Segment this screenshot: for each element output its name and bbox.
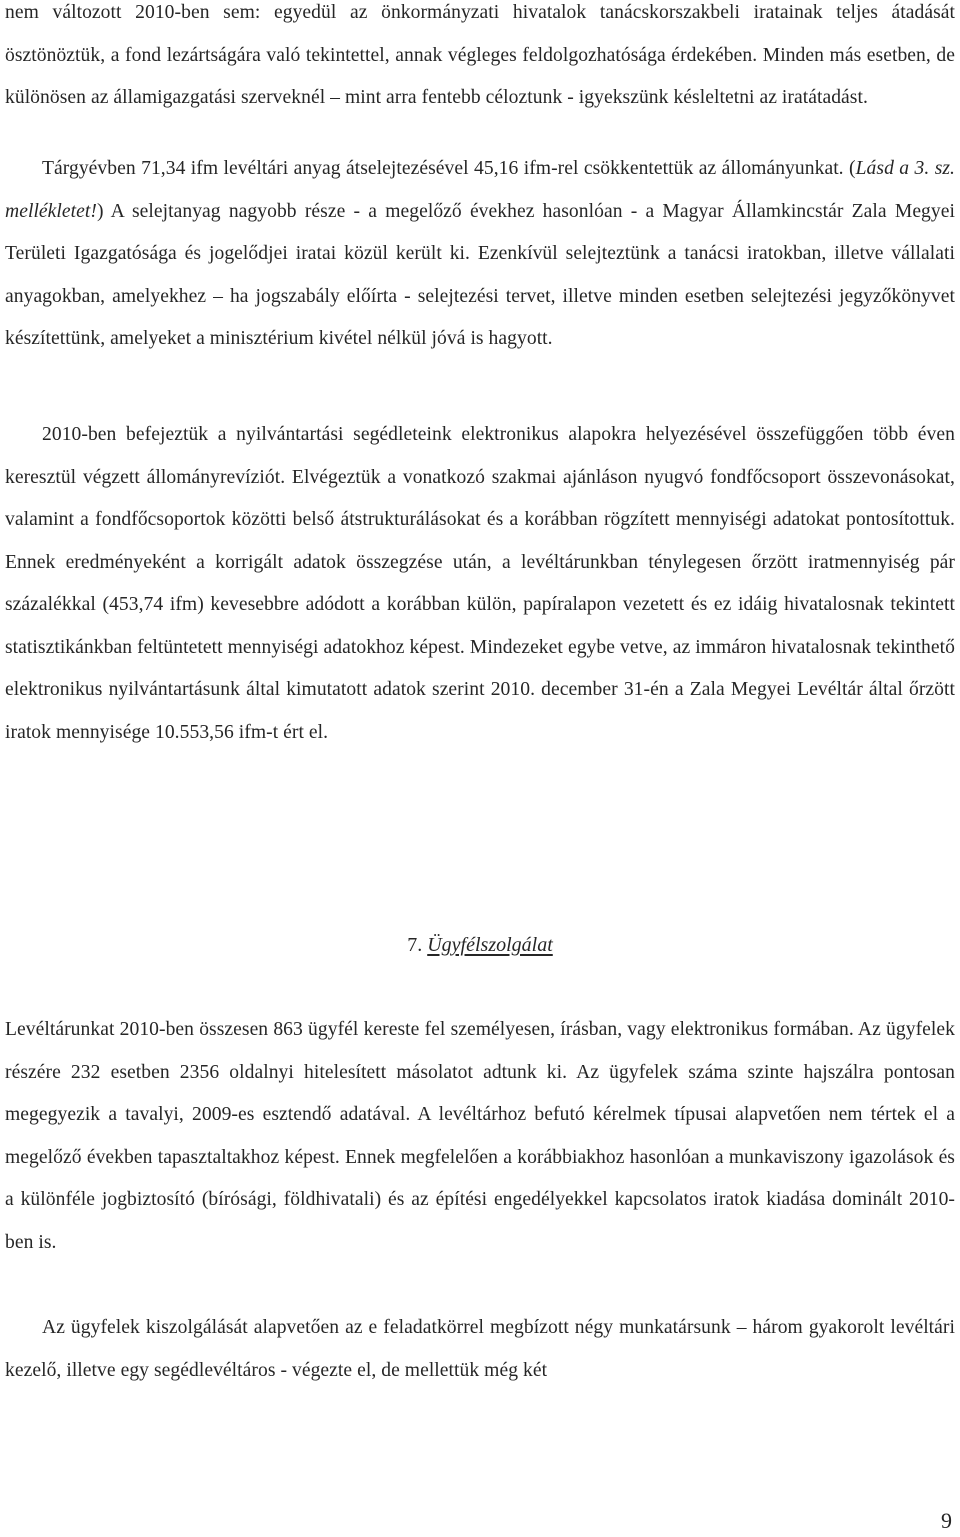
section-heading xyxy=(5,921,955,969)
section-title: Ügyfélszolgálat xyxy=(427,934,553,956)
paragraph-inventory-revision: 2010-ben befejeztük a nyilvántartási segédleteink elektronikus alapokra helyezésével összefüggően több éven keresztül végzett állományrevíziót. Elvégeztük a vonatkozó szakmai ajánláson nyugvó fondfőcsoport összevonásokat, valamint a fondfőcsoportok közötti belső átstrukturálásokat és a korábban rögzített mennyiségi adatokat pontosítottuk. Ennek eredményeként a korrigált adatok összegzése után, a levéltárunkban ténylegesen őrzött iratmennyiség pár százalékkal (453,74 ifm) kevesebbre adódott a korábban külön, papíralapon vezetett és ez idáig hivatalosnak tekintett statisztikánkban feltüntetett mennyiségi adatokhoz képest. Mindezeket egybe vetve, az immáron hivatalosnak tekinthető elektronikus nyilvántartásunk által kimutatott adatok szerint 2010. december 31-én a Zala Megyei Levéltár által őrzött iratok mennyisége 10.553,56 ifm-t ért el. xyxy=(5,424,955,743)
paragraph-client-service: Az ügyfelek kiszolgálását alapvetően az e feladatkörrel megbízott négy munkatársunk – három gyakorolt levéltári kezelő, illetve egy segédlevéltáros - végezte el, de mellettük még két xyxy=(5,1317,955,1381)
paragraph-discard xyxy=(5,148,955,361)
discard-text-start: Tárgyévben 71,34 ifm levéltári anyag átselejtezésével 45,16 ifm-rel csökkentettük az állományunkat. ( xyxy=(42,158,856,179)
discard-text-end: ) A selejtanyag nagyobb része - a megelőző évekhez hasonlóan - a Magyar Államkincstár Zala Megyei Területi Igazgatósága és jogelődjei iratai közül került ki. Ezenkívül selejteztünk a tanácsi iratokban, illetve vállalati anyagokban, amelyekhez – ha jogszabály előírta - selejtezési tervet, illetve minden esetben selejtezési jegyzőkönyvet készítettünk, amelyeket a minisztérium kivétel nélkül jóvá is hagyott. xyxy=(5,200,955,349)
paragraph-clients: Levéltárunkat 2010-ben összesen 863 ügyfél kereste fel személyesen, írásban, vagy elektronikus formában. Az ügyfelek részére 232 esetben 2356 oldalnyi hitelesített másolatot adtunk ki. Az ügyfelek száma szinte hajszálra pontosan megegyezik a tavalyi, 2009-es esztendő adatával. A levéltárhoz befutó kérelmek típusai alapvetően nem tértek el a megelőző években tapasztaltakhoz képest. Ennek megfelelően a korábbiakhoz hasonlóan a munkaviszony igazolások és a különféle jogbiztosító (bírósági, földhivatali) és az építési engedélyekkel kapcsolatos iratok kiadása dominált 2010-ben is. xyxy=(5,1019,955,1253)
appendix-reference: Lásd a 3. sz. mellékletet! xyxy=(5,158,955,222)
page-number: 9 xyxy=(941,1508,952,1533)
section-number: 7. xyxy=(407,934,423,956)
paragraph-archive-transfer: nem változott 2010-ben sem: egyedül az önkormányzati hivatalok tanácskorszakbeli iratainak teljes átadását ösztönöztük, a fond lezártságára való tekintettel, annak végleges feldolgozhatósága érdekében. Minden más esetben, de különösen az államigazgatási szerveknél – mint arra fentebb céloztunk - igyekszünk késleltetni az iratátadást. xyxy=(5,2,955,108)
